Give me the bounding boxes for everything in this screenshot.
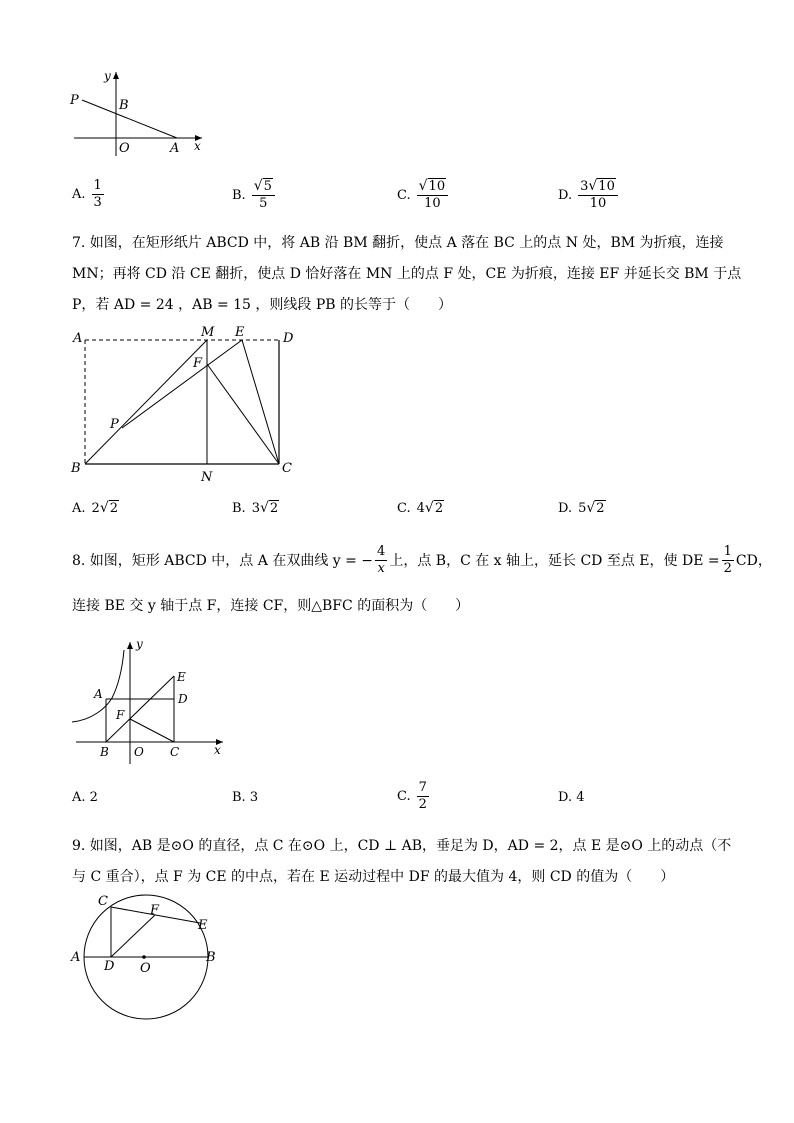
- q6-option-a[interactable]: A. $\frac{1}{3}$: [72, 178, 102, 210]
- q7-option-a[interactable]: A. 2 √ 2: [72, 500, 119, 516]
- q7-figure: [68, 322, 308, 487]
- label-A: A: [71, 950, 81, 965]
- label-N: N: [201, 470, 213, 485]
- label-B: B: [206, 950, 216, 965]
- q6-option-d[interactable]: D. 3 √ 10 10: [558, 178, 618, 212]
- label-x: x: [194, 139, 201, 153]
- q7-option-c[interactable]: C. 4 √ 2: [397, 500, 444, 516]
- q8-line-1: 8. 如图，矩形 ABCD 中，点 A 在双曲线 y = − $\frac{4}{x}$ 上，点 B，C 在 x 轴上，延长 CD 至点 E，使 DE = $\frac{1}{2}$ CD，: [72, 544, 772, 576]
- label-C: C: [170, 745, 180, 759]
- q6-option-b[interactable]: B. √ 5 5: [232, 178, 275, 212]
- q7-line-2: MN；再将 CD 沿 CE 翻折，使点 D 恰好落在 MN 上的点 F 处，CE 为折痕，连接 EF 并延长交 BM 于点: [72, 266, 742, 282]
- label-P: P: [110, 417, 119, 432]
- label-F: F: [150, 903, 160, 918]
- label-A: A: [94, 687, 103, 701]
- label-O: O: [140, 961, 151, 976]
- q9-line-2: 与 C 重合），点 F 为 CE 的中点，若在 E 运动过程中 DF 的最大值为 4，则 CD 的值为（ ）: [72, 869, 675, 885]
- label-D: D: [104, 959, 115, 974]
- label-B: B: [100, 745, 109, 759]
- label-O: O: [134, 745, 144, 759]
- q8-option-b[interactable]: B. 3: [232, 790, 259, 805]
- label-P: P: [70, 93, 79, 108]
- label-y: y: [104, 69, 111, 83]
- q8-option-d[interactable]: D. 4: [558, 790, 585, 805]
- label-B: B: [71, 461, 81, 476]
- q7-option-b[interactable]: B. 3 √ 2: [232, 500, 279, 516]
- label-F: F: [116, 708, 125, 722]
- q6-figure: [64, 64, 214, 159]
- label-F: F: [193, 356, 203, 371]
- q7-line-1: 7. 如图，在矩形纸片 ABCD 中，将 AB 沿 BM 翻折，使点 A 落在 BC 上的点 N 处，BM 为折痕，连接: [72, 235, 724, 251]
- label-E: E: [198, 918, 208, 933]
- label-B: B: [119, 98, 129, 113]
- q8-figure: [68, 636, 233, 766]
- q7-option-d[interactable]: D. 5 √ 2: [558, 500, 605, 516]
- q9-figure: [66, 890, 226, 1020]
- label-E: E: [235, 325, 245, 340]
- label-C: C: [98, 894, 108, 909]
- q7-line-3: P，若 AD = 24 ，AB = 15 ，则线段 PB 的长等于（ ）: [72, 297, 453, 313]
- q8-option-c[interactable]: C. $\frac{7}{2}$: [397, 780, 427, 812]
- q8-line-2: 连接 BE 交 y 轴于点 F，连接 CF，则△BFC 的面积为（ ）: [72, 598, 470, 614]
- label-A: A: [73, 331, 83, 346]
- q9-line-1: 9. 如图，AB 是⊙O 的直径，点 C 在⊙O 上，CD ⊥ AB，垂足为 D，AD = 2，点 E 是⊙O 上的动点（不: [72, 838, 732, 854]
- label-D: D: [178, 692, 188, 706]
- label-C: C: [282, 461, 292, 476]
- label-y: y: [136, 637, 143, 651]
- label-E: E: [177, 670, 186, 684]
- label-D: D: [283, 331, 294, 346]
- q8-option-a[interactable]: A. 2: [72, 790, 98, 805]
- label-M: M: [201, 325, 215, 340]
- label-x: x: [214, 743, 221, 757]
- label-A: A: [170, 141, 180, 156]
- label-O: O: [119, 141, 130, 156]
- q6-option-c[interactable]: C. √ 10 10: [397, 178, 448, 212]
